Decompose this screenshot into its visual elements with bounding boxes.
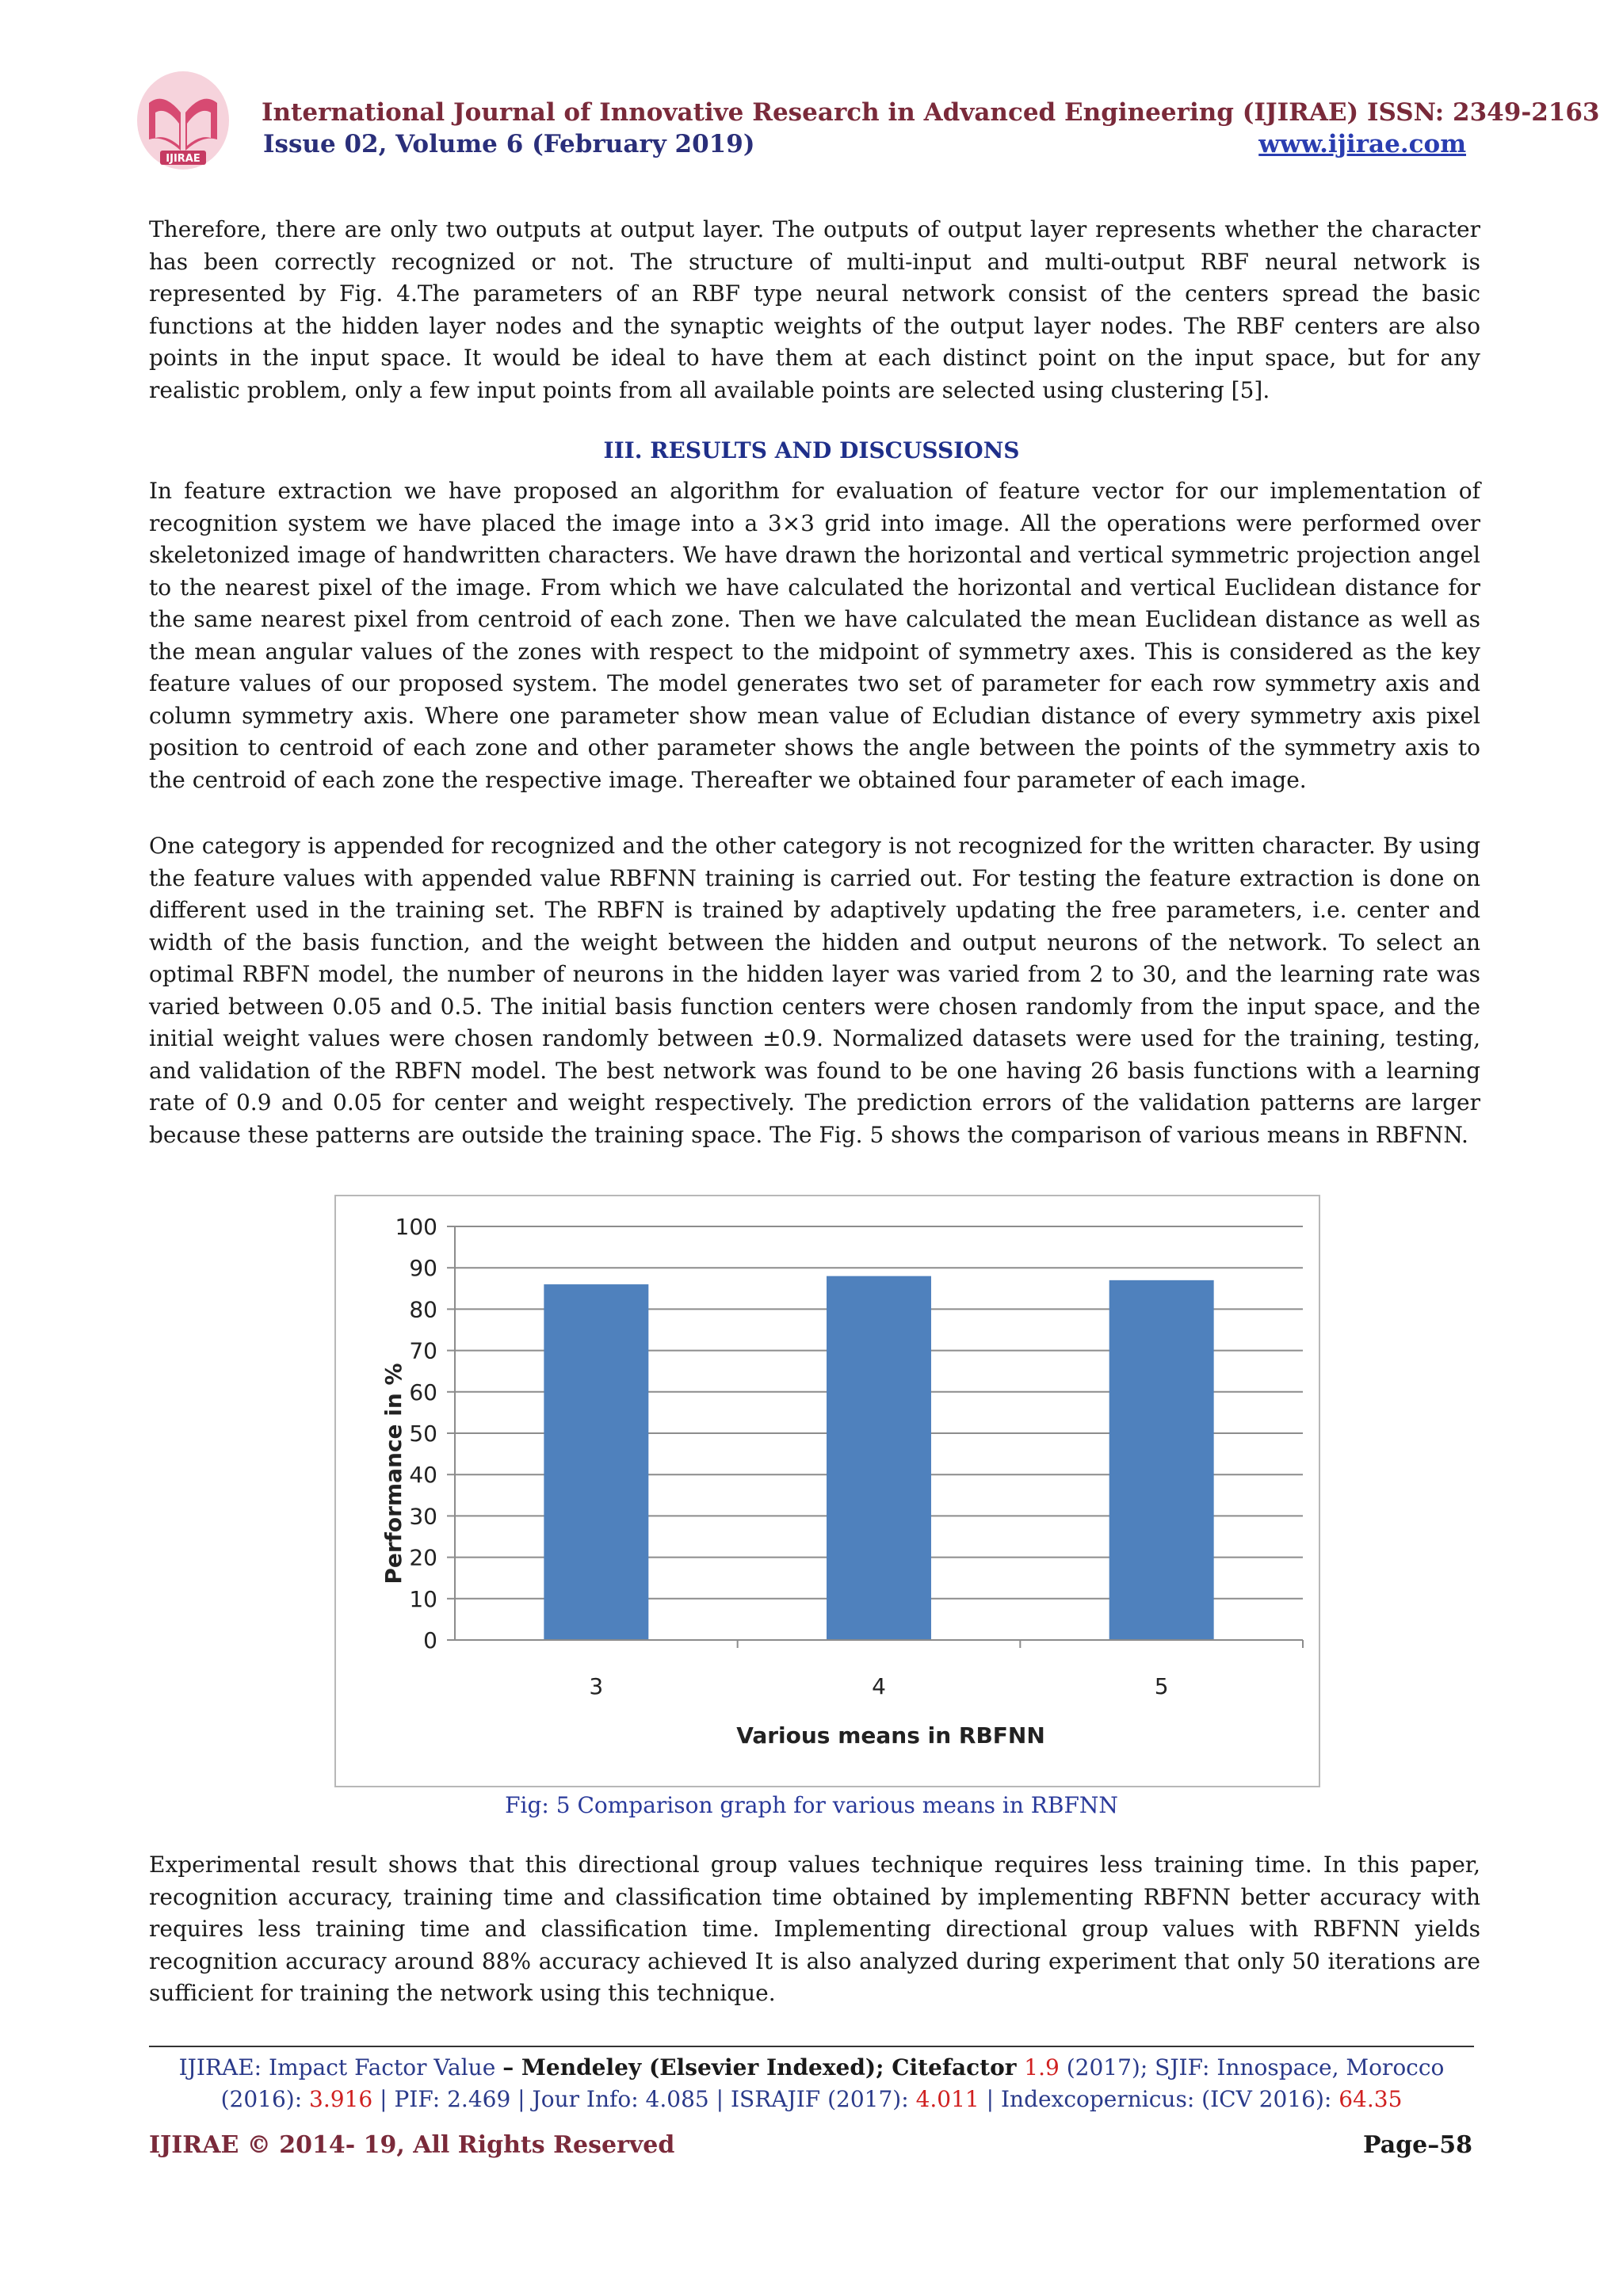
journal-header	[135, 71, 1600, 174]
y-tick-label: 20	[409, 1544, 437, 1571]
footer-sjif-value: 3.916	[309, 2086, 373, 2112]
y-tick-label: 100	[395, 1214, 437, 1240]
x-tick-label: 3	[589, 1673, 604, 1699]
y-tick-label: 70	[409, 1337, 437, 1364]
footer-israjif-value: 4.011	[915, 2086, 980, 2112]
footer-copyright: IJIRAE © 2014- 19, All Rights Reserved	[149, 2131, 675, 2159]
footer-pif-jour: | PIF: 2.469 | Jour Info: 4.085 | ISRAJIF (2017):	[372, 2086, 916, 2112]
x-tick-label: 5	[1154, 1673, 1169, 1699]
footer-icv-value: 64.35	[1338, 2086, 1403, 2112]
figure-caption: Fig: 5 Comparison graph for various means in RBFNN	[505, 1792, 1118, 1818]
bar-4	[827, 1276, 931, 1640]
footer-index-line-2	[149, 2084, 1474, 2115]
section-heading: III. RESULTS AND DISCUSSIONS	[603, 437, 1020, 463]
paragraph-feature-extraction: In feature extraction we have proposed an algorithm for evaluation of feature vector for our implementation of recognition system we have placed the image into a 3×3 grid into image. All the operations were performed over skeletonized image of handwritten characters. We have drawn the horizontal and vertical symmetric projection angel to the nearest pixel of the image. From which we have calculated the horizontal and vertical Euclidean distance for the same nearest pixel from centroid of each zone. Then we have calculated the mean Euclidean distance as well as the mean angular values of the zones with respect to the midpoint of symmetry axes. This is considered as the key feature values of our proposed system. The model generates two set of parameter for each row symmetry axis and column symmetry axis. Where one parameter show mean value of Ecludian distance of every symmetry axis pixel position to centroid of each zone and other parameter shows the angle between the points of the symmetry axis to the centroid of each zone the respective image. Thereafter we obtained four parameter of each image.	[149, 478, 1480, 793]
footer-index-line-1	[149, 2052, 1474, 2084]
paragraph-rbfnn-training: One category is appended for recognized and the other category is not recognized for the written character. By using the feature values with appended value RBFNN training is carried out. For testing the feature extraction is done on different used in the training set. The RBFN is trained by adaptively updating the free parameters, i.e. center and width of the basis function, and the weight between the hidden and output neurons of the network. To select an optimal RBFN model, the number of neurons in the hidden layer was varied from 2 to 30, and the learning rate was varied between 0.05 and 0.5. The initial basis function centers were chosen randomly from the input space, and the initial weight values were chosen randomly between ±0.9. Normalized datasets were used for the training, testing, and validation of the RBFN model. The best network was found to be one having 26 basis functions with a learning rate of 0.9 and 0.05 for center and weight respectively. The prediction errors of the validation patterns are larger because these patterns are outside the training space. The Fig. 5 shows the comparison of various means in RBFNN.	[149, 833, 1480, 1148]
footer-impact-label: IJIRAE: Impact Factor Value	[178, 2054, 503, 2081]
bar-3	[544, 1284, 648, 1640]
y-tick-label: 10	[409, 1585, 437, 1612]
footer-indexcopernicus: | Indexcopernicus: (ICV 2016):	[979, 2086, 1339, 2112]
footer-citefactor-value: 1.9	[1024, 2054, 1060, 2081]
y-tick-label: 50	[409, 1421, 437, 1447]
journal-website-link[interactable]: www.ijirae.com	[1258, 130, 1466, 158]
ijirae-logo	[132, 71, 235, 174]
bar-chart-figure	[334, 1195, 1320, 1787]
footer-page-number: Page–58	[1362, 2131, 1472, 2159]
footer-citefactor-label: ; Citefactor	[876, 2054, 1025, 2081]
x-axis-label: Various means in RBFNN	[736, 1722, 1045, 1749]
x-tick-label: 4	[872, 1673, 886, 1699]
y-tick-label: 40	[409, 1462, 437, 1489]
footer-year: (2016):	[220, 2086, 310, 2112]
y-tick-label: 80	[409, 1296, 437, 1323]
footer-mendeley: – Mendeley (Elsevier Indexed)	[502, 2054, 876, 2081]
paragraph-rbf-outputs: Therefore, there are only two outputs at output layer. The outputs of output layer represents whether the character has been correctly recognized or not. The structure of multi-input and multi-output RBF neural network is represented by Fig. 4.The parameters of an RBF type neural network consist of the centers spread the basic functions at the hidden layer nodes and the synaptic weights of the output layer nodes. The RBF centers are also points in the input space. It would be ideal to have them at each distinct point on the input space, but for any realistic problem, only a few input points from all available points are selected using clustering [5].	[149, 216, 1480, 403]
paragraph-experimental-result: Experimental result shows that this directional group values technique requires less training time. In this paper, recognition accuracy, training time and classification time obtained by implementing RBFNN better accuracy with requires less training time and classification time. Implementing directional group values with RBFNN yields recognition accuracy around 88% accuracy achieved It is also analyzed during experiment that only 50 iterations are sufficient for training the network using this technique.	[149, 1852, 1480, 2006]
issue-info: Issue 02, Volume 6 (February 2019)	[263, 130, 755, 158]
y-tick-label: 30	[409, 1503, 437, 1530]
bar-5	[1109, 1280, 1214, 1640]
y-tick-label: 0	[423, 1627, 437, 1653]
y-tick-label: 90	[409, 1255, 437, 1282]
bar-chart	[336, 1196, 1319, 1786]
journal-title: International Journal of Innovative Research in Advanced Engineering (IJIRAE) ISSN: 2349-2163	[262, 98, 1600, 127]
footer-divider	[149, 2046, 1474, 2047]
logo-text: IJIRAE	[166, 153, 200, 165]
y-tick-label: 60	[409, 1379, 437, 1405]
footer-sjif: (2017); SJIF: Innospace, Morocco	[1059, 2054, 1445, 2081]
y-axis-label: Performance in %	[380, 1363, 407, 1585]
